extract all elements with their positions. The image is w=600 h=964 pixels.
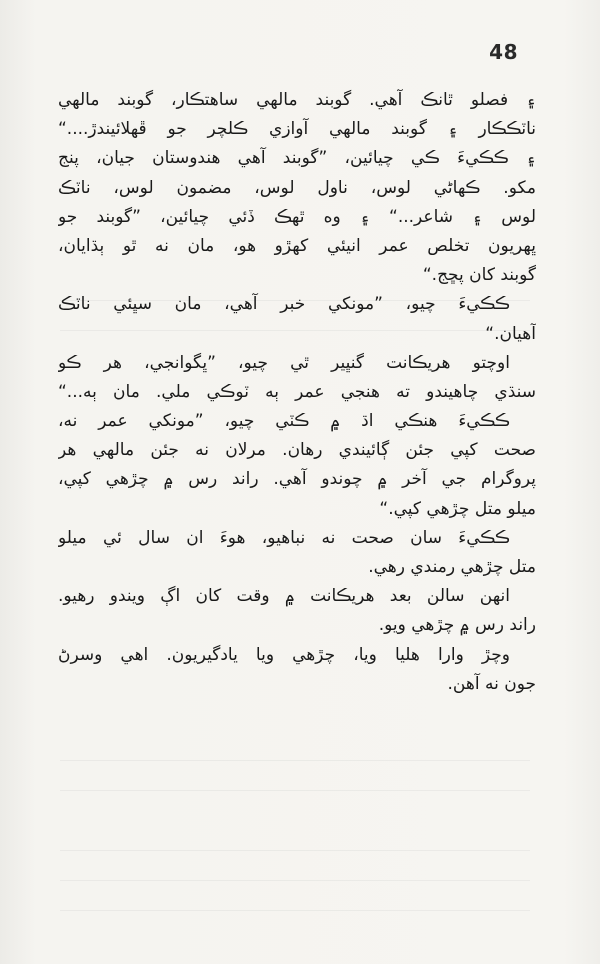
bleed-through-line [60, 880, 530, 881]
text-line: ۽ فصلو ٿانڪ آهي. گوبند مالهي ساهتڪار، گوبند مالهي [58, 90, 536, 110]
text-line: لوس ۽ شاعر...“ ۽ وه ٿهڪ ڏئي چيائين، ”گوبند جو [58, 206, 536, 227]
text-line: سنڌي چاهيندو ته هنجي عمر ٻه ٽوڪي ملي. مان ٻه...“ [58, 381, 536, 402]
text-line: گوبند کان پڇج.“ [422, 265, 536, 286]
text-line: انهن سالن بعد هريڪانت ۾ وقت کان اڳ ويندو رهيو. [58, 586, 510, 607]
text-line: ميلو متل چڙهي کپي.“ [379, 498, 536, 519]
body-text [58, 86, 536, 699]
text-line: پروگرام جي آخر ۾ چوندو آهي. راند رس ۾ چڙهي کپي، [58, 469, 536, 490]
text-line: ڪڪيءَ چيو، ”مونکي خبر آهي، مان سڀئي ناٽڪ [58, 294, 510, 315]
text-line: ڪڪيءَ سان صحت نه نباهيو، هوءَ ان سال ئي ميلو [58, 527, 510, 548]
text-line: اوچتو هريڪانت گنڀير ٿي چيو، ”ڀگوانجي، هر ڪو [58, 352, 510, 373]
page-number: 48 [489, 40, 518, 64]
text-line: ڪڪيءَ هنڪي اڌ ۾ ڪٽي چيو، ”مونکي عمر نه، [58, 411, 510, 432]
text-line: ناٽڪڪار ۽ گوبند مالهي آوازي ڪلچر جو ڦهلائيندڙ....“ [58, 119, 536, 140]
text-line: متل چڙهي رمندي رهي. [368, 557, 536, 577]
text-line: وچڙ وارا هليا ويا، چڙهي ويا يادگيريون. اهي وسرڻ [58, 644, 510, 665]
bleed-through-line [60, 790, 530, 791]
bleed-through-line [60, 910, 530, 911]
bleed-through-line [60, 850, 530, 851]
text-line: جون نه آهن. [447, 673, 536, 694]
text-line: ڀهريون تخلص عمر انيئي کهڙو هو، مان نه ٿو ٻڌايان، [58, 235, 536, 256]
text-line: آهيان.“ [485, 323, 536, 344]
text-line: ۽ ڪڪيءَ ڪي چيائين، ”گوبند آهي هندوستان جيان، پنج [58, 148, 536, 169]
text-line: راند رس ۾ چڙهي ويو. [378, 615, 536, 636]
text-line: صحت کپي جئن ڳائيندي رهان. مرلان نه جئن مالهي هر [58, 440, 536, 461]
text-line: مکو. ڪهاڻي لوس، ناول لوس، مضمون لوس، ناٽڪ [58, 177, 536, 198]
bleed-through-line [60, 760, 530, 761]
